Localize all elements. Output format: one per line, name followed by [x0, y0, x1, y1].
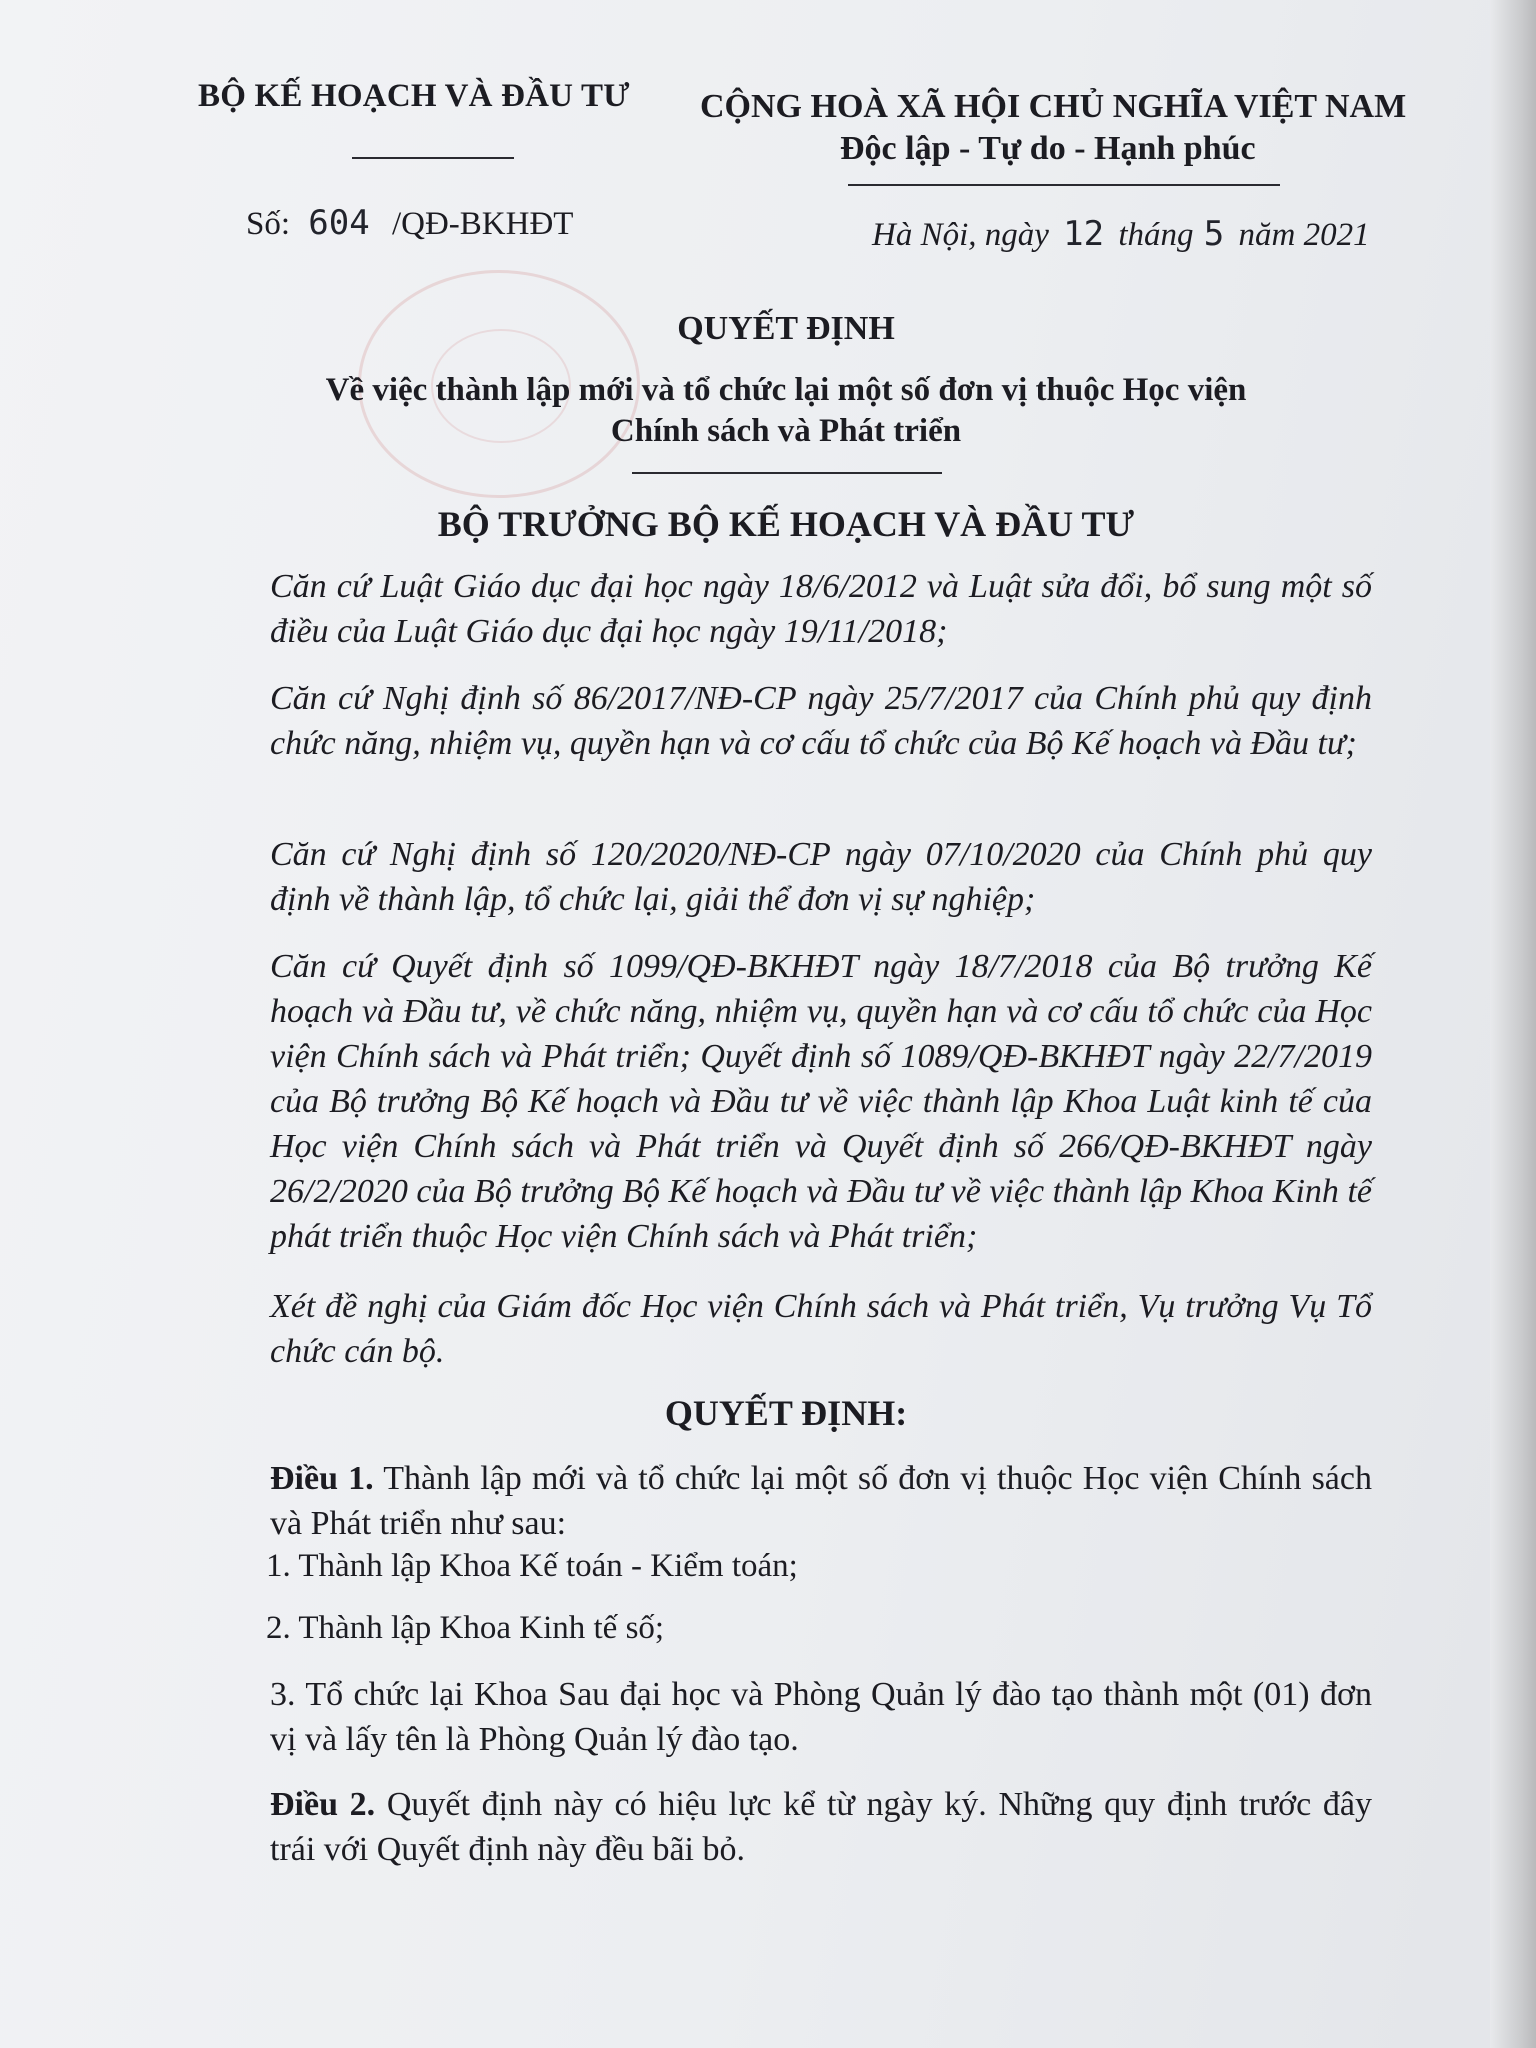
motto-underline	[848, 184, 1280, 186]
number-suffix: /QĐ-BKHĐT	[391, 206, 574, 242]
page-edge-shadow	[1490, 0, 1536, 2048]
decides-heading: QUYẾT ĐỊNH:	[664, 1393, 908, 1433]
country-name: CỘNG HOÀ XÃ HỘI CHỦ NGHĨA VIỆT NAM	[700, 88, 1407, 125]
article-1-label: Điều 1.	[270, 1460, 374, 1497]
article-2-label: Điều 2.	[270, 1786, 376, 1823]
number-prefix: Số:	[246, 206, 291, 242]
document-number	[246, 203, 573, 243]
month-word: tháng	[1118, 217, 1194, 253]
subject-underline	[632, 472, 942, 474]
subject-line-1: Về việc thành lập mới và tổ chức lại một số đơn vị thuộc Học viện	[325, 372, 1247, 408]
issuing-ministry: BỘ KẾ HOẠCH VÀ ĐẦU TƯ	[198, 78, 630, 114]
year-text: năm 2021	[1238, 217, 1370, 253]
national-motto: Độc lập - Tự do - Hạnh phúc	[840, 130, 1256, 167]
article-2	[192, 1782, 1372, 1872]
subject-line-2: Chính sách và Phát triển	[610, 413, 962, 449]
ministry-underline	[352, 157, 514, 159]
article-1-text: Thành lập mới và tổ chức lại một số đơn vị thuộc Học viện Chính sách và Phát triển như sau:	[270, 1460, 1372, 1542]
handwritten-day: 12	[1063, 214, 1105, 254]
handwritten-number: 604	[308, 203, 370, 243]
date-prefix: Hà Nội, ngày	[872, 217, 1049, 253]
document-type: QUYẾT ĐỊNH	[677, 310, 895, 347]
preamble-paragraph: Căn cứ Nghị định số 86/2017/NĐ-CP ngày 25/7/2017 của Chính phủ quy định chức năng, nhiệm vụ, quyền hạn và cơ cấu tổ chức của Bộ Kế hoạch và Đầu tư;	[270, 680, 1372, 762]
article-1-item: 2. Thành lập Khoa Kinh tế số;	[266, 1610, 665, 1646]
preamble-paragraph: Căn cứ Quyết định số 1099/QĐ-BKHĐT ngày 18/7/2018 của Bộ trưởng Kế hoạch và Đầu tư, về chức năng, nhiệm vụ, quyền hạn và cơ cấu tổ chức của Học viện Chính sách và Phát triển; Quyết định số 1089/QĐ-BKHĐT ngày 22/7/2019 của Bộ trưởng Bộ Kế hoạch và Đầu tư về việc thành lập Khoa Luật kinh tế của Học viện Chính sách và Phát triển và Quyết định số 266/QĐ-BKHĐT ngày 26/2/2020 của Bộ trưởng Bộ Kế hoạch và Đầu tư về việc thành lập Khoa Kinh tế phát triển thuộc Học viện Chính sách và Phát triển;	[270, 948, 1372, 1255]
article-1	[192, 1456, 1372, 1546]
article-2-text: Quyết định này có hiệu lực kể từ ngày ký. Những quy định trước đây trái với Quyết định này đều bãi bỏ.	[270, 1786, 1373, 1868]
preamble-paragraph: Căn cứ Luật Giáo dục đại học ngày 18/6/2012 và Luật sửa đổi, bổ sung một số điều của Luật Giáo dục đại học ngày 19/11/2018;	[270, 568, 1372, 650]
article-1-item: 1. Thành lập Khoa Kế toán - Kiểm toán;	[266, 1548, 798, 1584]
article-1-item: 3. Tổ chức lại Khoa Sau đại học và Phòng Quản lý đào tạo thành một (01) đơn vị và lấy tên là Phòng Quản lý đào tạo.	[270, 1676, 1372, 1758]
issue-date	[872, 214, 1370, 254]
preamble-paragraph: Căn cứ Nghị định số 120/2020/NĐ-CP ngày 07/10/2020 của Chính phủ quy định về thành lập, tổ chức lại, giải thể đơn vị sự nghiệp;	[270, 836, 1372, 918]
authority-heading: BỘ TRƯỞNG BỘ KẾ HOẠCH VÀ ĐẦU TƯ	[437, 504, 1135, 544]
handwritten-month: 5	[1203, 214, 1225, 254]
preamble-paragraph: Xét đề nghị của Giám đốc Học viện Chính sách và Phát triển, Vụ trưởng Vụ Tổ chức cán bộ.	[270, 1288, 1372, 1370]
